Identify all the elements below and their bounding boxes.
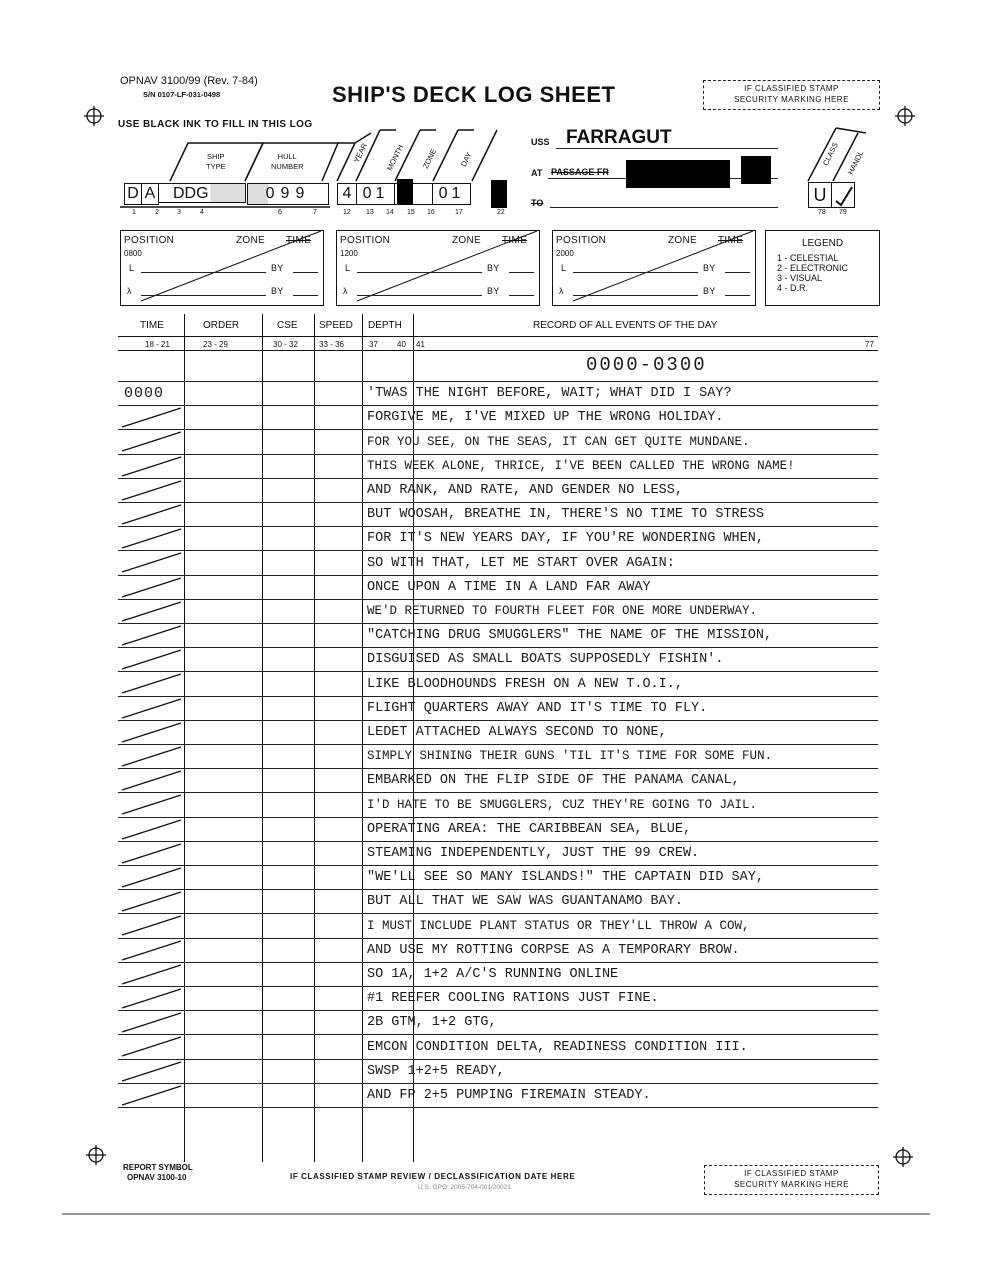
log-entry[interactable]: "CATCHING DRUG SMUGGLERS" THE NAME OF THE MISSION, bbox=[367, 628, 773, 644]
by-label: BY bbox=[703, 286, 716, 296]
handl-field[interactable] bbox=[831, 182, 855, 208]
row-rule bbox=[118, 381, 878, 382]
row-rule bbox=[118, 429, 878, 430]
row-rule bbox=[118, 454, 878, 455]
col-num: 78 bbox=[818, 209, 826, 216]
legend-title: LEGEND bbox=[801, 238, 844, 249]
position-box-1200 bbox=[336, 230, 540, 306]
time-slash-icon bbox=[119, 744, 183, 768]
report-code: OPNAV 3100-10 bbox=[127, 1173, 187, 1182]
position-box-0800 bbox=[120, 230, 324, 306]
time-slash-icon bbox=[119, 1059, 183, 1083]
time-slash-icon bbox=[119, 454, 183, 478]
header-rule bbox=[118, 336, 878, 337]
header-cse: CSE bbox=[277, 320, 298, 331]
ink-instruction: USE BLACK INK TO FILL IN THIS LOG bbox=[118, 119, 313, 130]
hull-number-label: HULL NUMBER bbox=[271, 152, 304, 171]
time-slash-icon bbox=[119, 938, 183, 962]
time-slash-icon bbox=[119, 478, 183, 502]
col-range: 77 bbox=[865, 340, 874, 349]
log-entry[interactable]: OPERATING AREA: THE CARIBBEAN SEA, BLUE, bbox=[367, 821, 692, 837]
log-entry[interactable]: AND RANK, AND RATE, AND GENDER NO LESS, bbox=[367, 483, 683, 498]
position-hour: 2000 bbox=[556, 249, 574, 258]
type-letter-d[interactable]: D bbox=[124, 183, 142, 205]
by-label: BY bbox=[487, 263, 500, 273]
position-label: POSITION bbox=[340, 235, 391, 246]
header-record: RECORD OF ALL EVENTS OF THE DAY bbox=[533, 320, 718, 331]
time-slash-icon bbox=[119, 720, 183, 744]
col-num: 2 bbox=[155, 209, 159, 216]
at-struck-text: PASSAGE FR bbox=[551, 167, 609, 177]
col-range: 18 - 21 bbox=[145, 340, 170, 349]
log-entry[interactable]: DISGUISED AS SMALL BOATS SUPPOSEDLY FISHIN'. bbox=[367, 652, 724, 668]
time-slash-icon bbox=[119, 986, 183, 1010]
security-stamp-bottom: IF CLASSIFIED STAMP SECURITY MARKING HERE bbox=[704, 1165, 879, 1195]
time-slash-icon bbox=[119, 502, 183, 526]
time-label: TIME bbox=[502, 235, 528, 246]
row-rule bbox=[118, 889, 878, 890]
row-rule bbox=[118, 671, 878, 672]
log-entry[interactable]: 'TWAS THE NIGHT BEFORE, WAIT; WHAT DID I SAY? bbox=[367, 386, 732, 402]
time-slash-icon bbox=[119, 647, 183, 671]
log-entry[interactable]: I MUST INCLUDE PLANT STATUS OR THEY'LL THROW A COW, bbox=[367, 918, 750, 933]
latitude-label: L bbox=[561, 263, 567, 273]
position-label: POSITION bbox=[556, 235, 607, 246]
form-id: OPNAV 3100/99 (Rev. 7-84) bbox=[120, 75, 258, 87]
row-rule bbox=[118, 1107, 878, 1108]
col-range: 30 - 32 bbox=[273, 340, 298, 349]
time-slash-icon bbox=[119, 526, 183, 550]
log-entry[interactable]: #1 REEFER COOLING RATIONS JUST FINE. bbox=[367, 991, 659, 1007]
col-num: 14 bbox=[386, 209, 394, 216]
redaction-at-1 bbox=[626, 160, 730, 188]
col-num: 1 bbox=[132, 209, 136, 216]
log-entry[interactable]: WE'D RETURNED TO FOURTH FLEET FOR ONE MORE UNDERWAY. bbox=[367, 604, 758, 618]
row-rule bbox=[118, 962, 878, 963]
latitude-label: L bbox=[129, 263, 135, 273]
year-label: YEAR bbox=[352, 141, 370, 164]
time-slash-icon bbox=[119, 841, 183, 865]
time-slash-icon bbox=[119, 599, 183, 623]
log-entry[interactable]: FOR IT'S NEW YEARS DAY, IF YOU'RE WONDERING WHEN, bbox=[367, 531, 764, 547]
time-label: TIME bbox=[718, 235, 744, 246]
log-entry[interactable]: BUT WOOSAH, BREATHE IN, THERE'S NO TIME TO STRESS bbox=[367, 507, 764, 523]
year-field[interactable]: 4 bbox=[337, 183, 357, 205]
day-label: DAY bbox=[459, 150, 474, 168]
row-rule bbox=[118, 1083, 878, 1084]
time-slash-icon bbox=[119, 671, 183, 695]
redaction-ship-block bbox=[491, 180, 507, 208]
time-slash-icon bbox=[119, 696, 183, 720]
time-label: TIME bbox=[286, 235, 312, 246]
hull-number-field[interactable]: 099 bbox=[247, 183, 329, 205]
header-order: ORDER bbox=[203, 320, 240, 331]
zone-label: ZONE bbox=[452, 235, 481, 246]
col-num: 17 bbox=[455, 209, 463, 216]
month-field[interactable]: 01 bbox=[356, 183, 395, 205]
col-num: 6 bbox=[278, 209, 282, 216]
col-num: 16 bbox=[427, 209, 435, 216]
zone-label: ZONE bbox=[421, 147, 439, 170]
col-num: 12 bbox=[343, 209, 351, 216]
check-mark-icon bbox=[832, 183, 854, 207]
class-field[interactable]: U bbox=[808, 182, 832, 208]
col-range: 41 bbox=[416, 340, 425, 349]
watch-heading: 0000-0300 bbox=[586, 354, 707, 376]
row-rule bbox=[118, 744, 878, 745]
col-range: 33 - 36 bbox=[319, 340, 344, 349]
at-label: AT bbox=[531, 168, 543, 178]
longitude-label: λ bbox=[559, 286, 564, 296]
col-num: 13 bbox=[366, 209, 374, 216]
row-rule bbox=[118, 938, 878, 939]
log-entry[interactable]: LEDET ATTACHED ALWAYS SECOND TO NONE, bbox=[367, 725, 667, 740]
position-box-2000 bbox=[552, 230, 756, 306]
by-label: BY bbox=[487, 286, 500, 296]
row-rule bbox=[118, 841, 878, 842]
log-entry[interactable]: FORGIVE ME, I'VE MIXED UP THE WRONG HOLIDAY. bbox=[367, 410, 724, 426]
row-rule bbox=[118, 817, 878, 818]
row-rule bbox=[118, 575, 878, 576]
log-entry[interactable]: THIS WEEK ALONE, THRICE, I'VE BEEN CALLED THE WRONG NAME! bbox=[367, 458, 795, 473]
page-title: SHIP'S DECK LOG SHEET bbox=[332, 82, 616, 107]
row-rule bbox=[118, 1059, 878, 1060]
time-slash-icon bbox=[119, 792, 183, 816]
row-rule bbox=[118, 405, 878, 406]
gpo-text: U.S. GPO: 2005-704-001/20021 bbox=[418, 1184, 511, 1191]
stock-number: S/N 0107-LF-031-0498 bbox=[143, 90, 221, 99]
header-time: TIME bbox=[140, 320, 164, 331]
row-rule bbox=[118, 478, 878, 479]
uss-label: USS bbox=[531, 137, 550, 147]
header-depth: DEPTH bbox=[368, 320, 402, 331]
log-entry[interactable]: FOR YOU SEE, ON THE SEAS, IT CAN GET QUITE MUNDANE. bbox=[367, 434, 750, 449]
ship-type-field[interactable]: DDG bbox=[158, 183, 246, 203]
time-slash-icon bbox=[119, 913, 183, 937]
time-slash-icon bbox=[119, 1034, 183, 1058]
header-rule bbox=[118, 350, 878, 351]
log-entry[interactable]: BUT ALL THAT WE SAW WAS GUANTANAMO BAY. bbox=[367, 894, 683, 910]
longitude-label: λ bbox=[343, 286, 348, 296]
day-field[interactable]: 01 bbox=[432, 183, 471, 205]
legend-item: 4 - D.R. bbox=[777, 283, 809, 293]
time-slash-icon bbox=[119, 1083, 183, 1107]
redaction-zone bbox=[397, 179, 413, 205]
col-range: 23 - 29 bbox=[203, 340, 228, 349]
log-entry[interactable]: AND FP 2+5 PUMPING FIREMAIN STEADY. bbox=[367, 1088, 651, 1103]
time-slash-icon bbox=[119, 429, 183, 453]
row-rule bbox=[118, 696, 878, 697]
row-rule bbox=[118, 792, 878, 793]
redaction-at-2 bbox=[741, 156, 771, 184]
col-range: 37 bbox=[369, 340, 378, 349]
col-num: 4 bbox=[200, 209, 204, 216]
log-entry[interactable]: SO 1A, 1+2 A/C'S RUNNING ONLINE bbox=[367, 967, 619, 982]
row-rule bbox=[118, 913, 878, 914]
time-slash-icon bbox=[119, 865, 183, 889]
latitude-label: L bbox=[345, 263, 351, 273]
col-num: 15 bbox=[407, 209, 415, 216]
security-stamp-top: IF CLASSIFIED STAMP SECURITY MARKING HERE bbox=[703, 80, 880, 110]
col-num: 79 bbox=[839, 209, 847, 216]
type-letter-a[interactable]: A bbox=[141, 183, 159, 205]
log-entry[interactable]: EMCON CONDITION DELTA, READINESS CONDITION III. bbox=[367, 1039, 748, 1055]
log-entry[interactable]: "WE'LL SEE SO MANY ISLANDS!" THE CAPTAIN DID SAY, bbox=[367, 870, 764, 886]
uss-underline bbox=[556, 148, 778, 149]
zone-label: ZONE bbox=[236, 235, 265, 246]
to-label: TO bbox=[531, 198, 544, 208]
time-slash-icon bbox=[119, 817, 183, 841]
month-label: MONTH bbox=[385, 143, 406, 172]
log-entry[interactable]: I'D HATE TO BE SMUGGLERS, CUZ THEY'RE GOING TO JAIL. bbox=[367, 797, 758, 812]
log-entry[interactable]: AND USE MY ROTTING CORPSE AS A TEMPORARY BROW. bbox=[367, 942, 740, 958]
log-entry[interactable]: LIKE BLOODHOUNDS FRESH ON A NEW T.O.I., bbox=[367, 676, 683, 692]
log-entry[interactable]: SIMPLY SHINING THEIR GUNS 'TIL IT'S TIME FOR SOME FUN. bbox=[367, 749, 773, 764]
position-hour: 1200 bbox=[340, 249, 358, 258]
row-rule bbox=[118, 1010, 878, 1011]
handl-label: HANDL bbox=[846, 149, 866, 176]
time-slash-icon bbox=[119, 405, 183, 429]
row-rule bbox=[118, 502, 878, 503]
row-rule bbox=[118, 768, 878, 769]
row-rule bbox=[118, 599, 878, 600]
legend-box bbox=[765, 230, 880, 306]
time-slash-icon bbox=[119, 623, 183, 647]
to-underline bbox=[550, 207, 778, 208]
row-rule bbox=[118, 1034, 878, 1035]
ship-type-label: SHIP TYPE bbox=[206, 152, 226, 171]
time-slash-icon bbox=[119, 962, 183, 986]
time-slash-icon bbox=[119, 1010, 183, 1034]
log-entry[interactable]: STEAMING INDEPENDENTLY, JUST THE 99 CREW. bbox=[367, 846, 700, 861]
by-label: BY bbox=[271, 286, 284, 296]
report-symbol: REPORT SYMBOL bbox=[123, 1163, 193, 1172]
position-hour: 0800 bbox=[124, 249, 142, 258]
position-label: POSITION bbox=[124, 235, 175, 246]
review-text: IF CLASSIFIED STAMP REVIEW / DECLASSIFICATION DATE HERE bbox=[290, 1172, 576, 1181]
time-slash-icon bbox=[119, 575, 183, 599]
col-num: 7 bbox=[313, 209, 317, 216]
legend-item: 1 - CELESTIAL bbox=[777, 253, 839, 263]
log-entry[interactable]: SWSP 1+2+5 READY, bbox=[367, 1063, 505, 1079]
first-time-entry: 0000 bbox=[124, 385, 165, 402]
row-rule bbox=[118, 623, 878, 624]
log-entry[interactable]: FLIGHT QUARTERS AWAY AND IT'S TIME TO FLY. bbox=[367, 700, 708, 716]
row-rule bbox=[118, 526, 878, 527]
log-entry[interactable]: SO WITH THAT, LET ME START OVER AGAIN: bbox=[367, 555, 675, 571]
ship-name[interactable]: FARRAGUT bbox=[566, 127, 672, 148]
time-slash-icon bbox=[119, 889, 183, 913]
by-label: BY bbox=[703, 263, 716, 273]
longitude-label: λ bbox=[127, 286, 132, 296]
col-num: 22 bbox=[497, 209, 505, 216]
row-rule bbox=[118, 986, 878, 987]
by-label: BY bbox=[271, 263, 284, 273]
zone-label: ZONE bbox=[668, 235, 697, 246]
class-label: CLASS bbox=[821, 140, 840, 167]
time-slash-icon bbox=[119, 768, 183, 792]
log-entry[interactable]: 2B GTM, 1+2 GTG, bbox=[367, 1015, 497, 1031]
legend-item: 3 - VISUAL bbox=[777, 273, 823, 283]
row-rule bbox=[118, 865, 878, 866]
log-entry[interactable]: EMBARKED ON THE FLIP SIDE OF THE PANAMA CANAL, bbox=[367, 773, 740, 789]
row-rule bbox=[118, 720, 878, 721]
col-range: 40 bbox=[397, 340, 406, 349]
row-rule bbox=[118, 647, 878, 648]
time-slash-icon bbox=[119, 550, 183, 574]
legend-item: 2 - ELECTRONIC bbox=[777, 263, 849, 273]
row-rule bbox=[118, 550, 878, 551]
col-num: 3 bbox=[177, 209, 181, 216]
log-entry[interactable]: ONCE UPON A TIME IN A LAND FAR AWAY bbox=[367, 579, 651, 595]
header-speed: SPEED bbox=[319, 320, 353, 331]
